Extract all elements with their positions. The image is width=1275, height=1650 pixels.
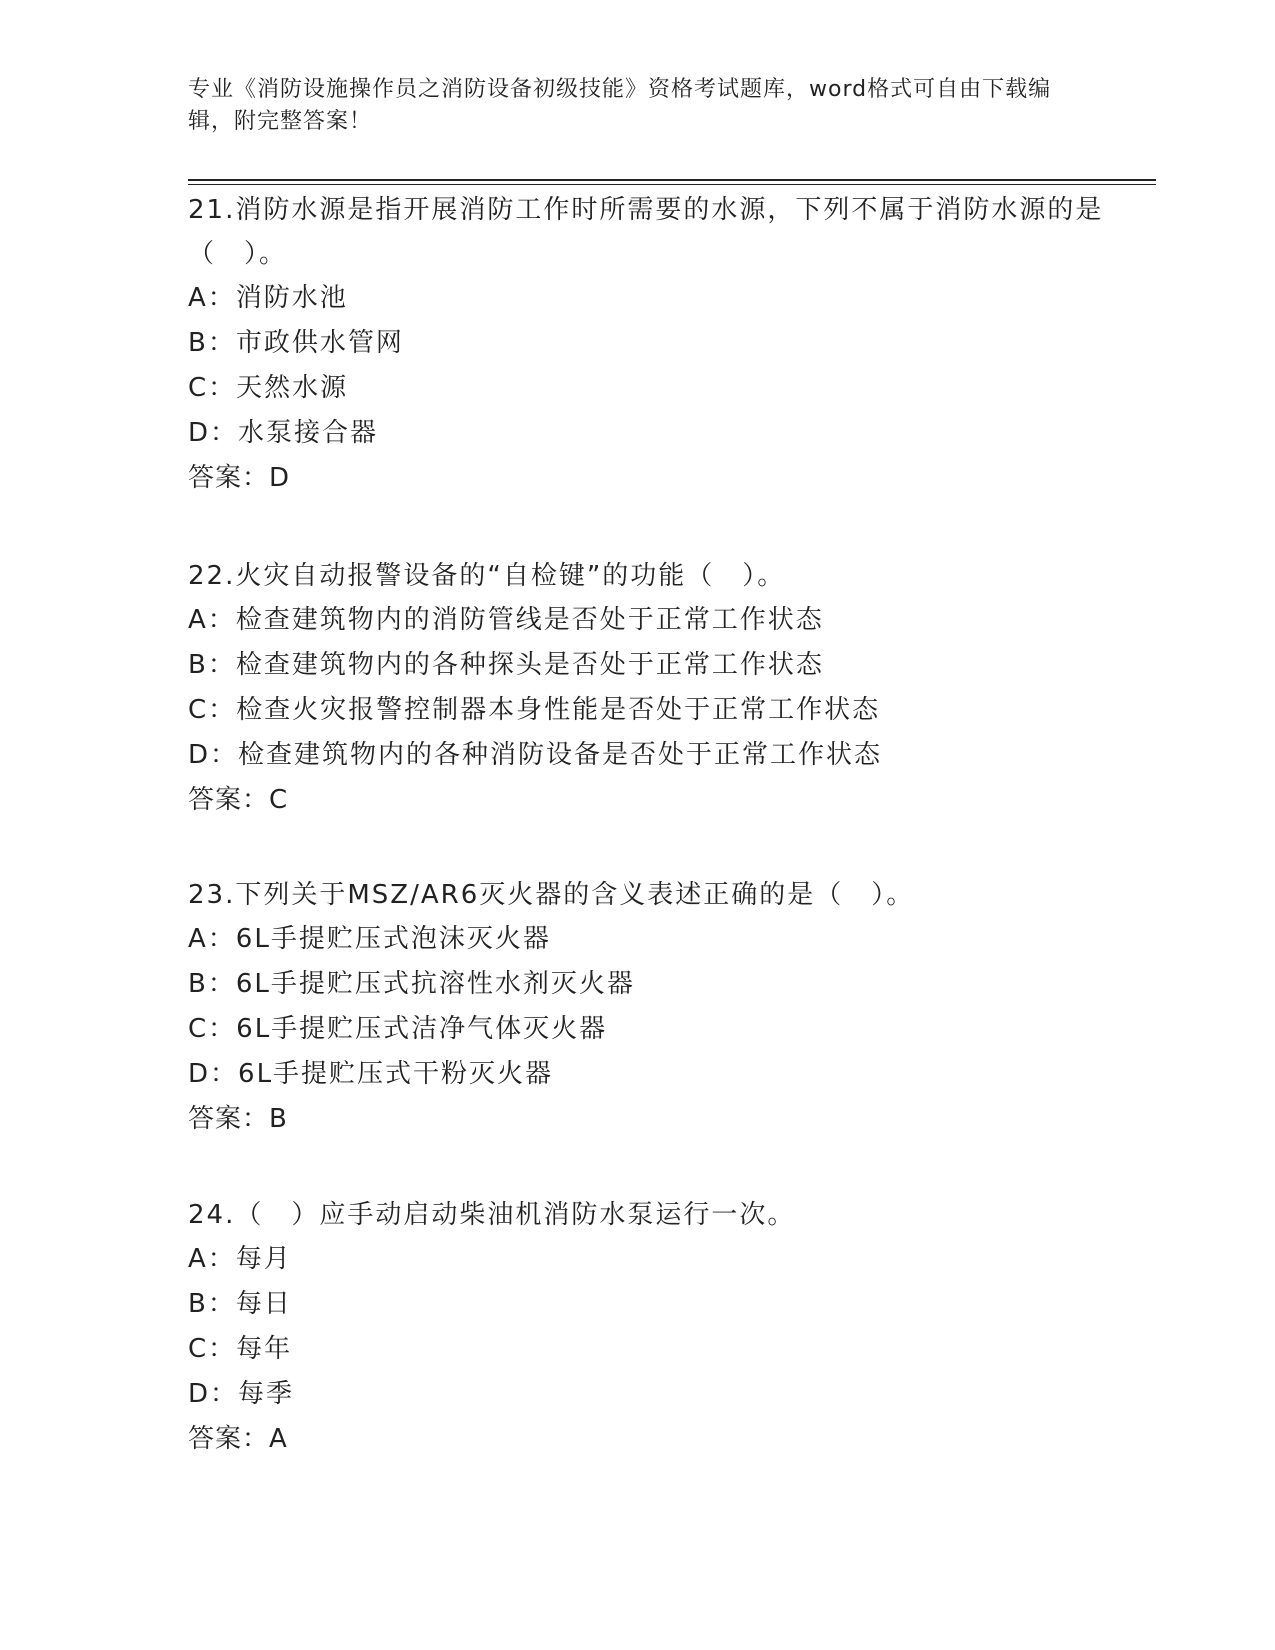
option-d: D：水泵接合器 (188, 418, 379, 448)
document-header: 专业《消防设施操作员之消防设备初级技能》资格考试题库，word格式可自由下载编辑，附完整答案！ (188, 77, 1052, 134)
answer: 答案：B (188, 1104, 288, 1134)
answer: 答案：D (188, 463, 291, 493)
option-c: C：检查火灾报警控制器本身性能是否处于正常工作状态 (188, 695, 881, 725)
question-stem: 23.下列关于MSZ/AR6灭火器的含义表述正确的是（ ）。 (188, 880, 915, 910)
answer: 答案：C (188, 785, 289, 815)
option-b: B：市政供水管网 (188, 328, 404, 358)
question-stem: 21.消防水源是指开展消防工作时所需要的水源，下列不属于消防水源的是（ ）。 (188, 195, 1104, 269)
option-b: B：每日 (188, 1289, 292, 1319)
question-stem: 22.火灾自动报警设备的“自检键”的功能（ ）。 (188, 561, 786, 591)
option-d: D：检查建筑物内的各种消防设备是否处于正常工作状态 (188, 740, 883, 770)
option-d: D：6L手提贮压式干粉灭火器 (188, 1059, 554, 1089)
question-21 (188, 188, 1108, 501)
option-c: C：每年 (188, 1334, 293, 1364)
header-divider-thin (188, 184, 1156, 185)
header-divider (188, 179, 1156, 181)
question-24 (188, 1193, 1108, 1462)
option-b: B：6L手提贮压式抗溶性水剂灭火器 (188, 969, 635, 999)
answer: 答案：A (188, 1424, 288, 1454)
option-b: B：检查建筑物内的各种探头是否处于正常工作状态 (188, 650, 824, 680)
option-a: A：检查建筑物内的消防管线是否处于正常工作状态 (188, 605, 824, 635)
option-a: A：每月 (188, 1244, 292, 1274)
question-stem: 24.（ ）应手动启动柴油机消防水泵运行一次。 (188, 1200, 796, 1230)
option-c: C：天然水源 (188, 373, 349, 403)
option-a: A：消防水池 (188, 283, 348, 313)
question-22 (188, 554, 1108, 823)
option-a: A：6L手提贮压式泡沫灭火器 (188, 924, 551, 954)
question-23 (188, 873, 1108, 1142)
option-c: C：6L手提贮压式洁净气体灭火器 (188, 1014, 608, 1044)
option-d: D：每季 (188, 1379, 295, 1409)
